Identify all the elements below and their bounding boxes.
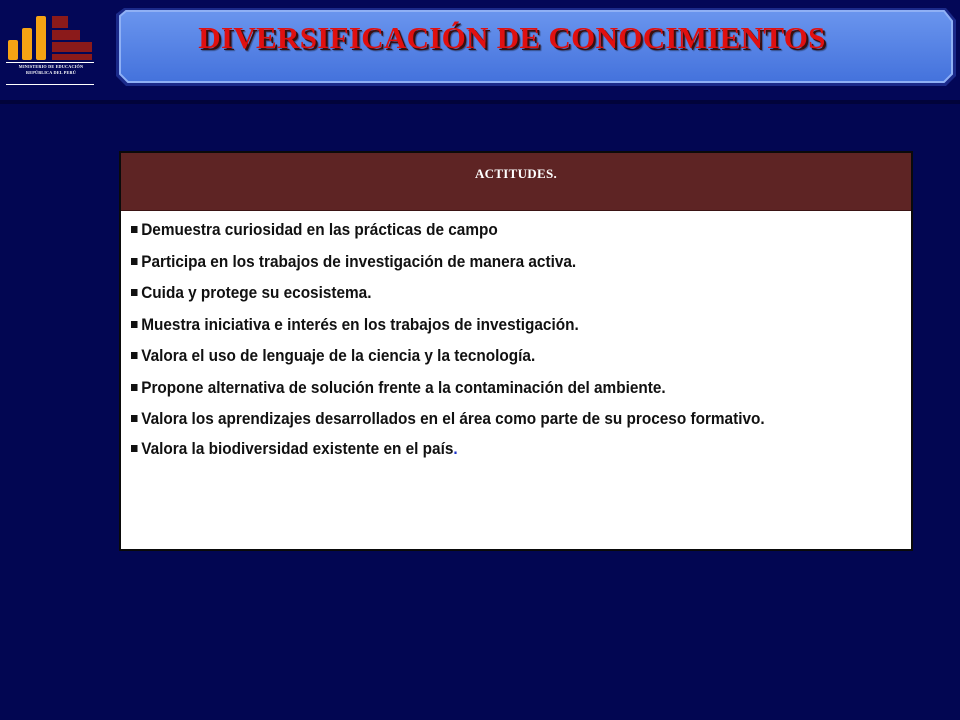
- logo-caption-republic: REPÚBLICA DEL PERÚ: [26, 70, 76, 75]
- square-bullet-icon: [131, 384, 138, 391]
- page-title: DIVERSIFICACIÓN DE CONOCIMIENTOS: [198, 20, 826, 55]
- attitudes-heading: ACTITUDES.: [474, 166, 558, 181]
- attitudes-panel: [119, 151, 913, 551]
- square-bullet-icon: [131, 226, 138, 233]
- list-item-tail: .: [453, 440, 458, 458]
- list-item: [131, 408, 884, 430]
- logo-rule-top: [6, 62, 94, 63]
- band-divider: [0, 100, 960, 104]
- list-item-text: Cuida y protege su ecosistema.: [141, 284, 372, 302]
- list-item-text: Demuestra curiosidad en las prácticas de campo: [141, 221, 498, 239]
- logo-caption-ministry: MINISTERIO DE EDUCACIÓN: [18, 64, 84, 69]
- list-item: [131, 314, 845, 336]
- ministry-logo: [4, 8, 98, 90]
- list-item: [131, 438, 845, 460]
- logo-rule-bottom: [6, 84, 94, 85]
- list-item-text: Muestra iniciativa e interés en los trabajos de investigación.: [141, 315, 579, 334]
- square-bullet-icon: [131, 258, 138, 265]
- list-item: [131, 377, 845, 399]
- square-bullet-icon: [131, 352, 138, 359]
- square-bullet-icon: [131, 415, 138, 422]
- list-item-text: Valora los aprendizajes desarrollados en el área como parte de su proceso formativo.: [141, 410, 765, 428]
- list-item-text: Valora la biodiversidad existente en el país: [141, 440, 454, 458]
- list-item: [131, 219, 845, 241]
- list-item: [131, 345, 845, 367]
- attitudes-list: [121, 211, 911, 460]
- square-bullet-icon: [131, 445, 138, 452]
- list-item: [131, 282, 845, 304]
- list-item: [131, 251, 845, 273]
- square-bullet-icon: [131, 289, 138, 296]
- square-bullet-icon: [131, 321, 138, 328]
- list-item-text: Valora el uso de lenguaje de la ciencia y la tecnología.: [141, 347, 536, 365]
- list-item-text: Propone alternativa de solución frente a la contaminación del ambiente.: [141, 378, 666, 397]
- attitudes-header: [121, 153, 911, 211]
- list-item-text: Participa en los trabajos de investigación de manera activa.: [141, 252, 577, 271]
